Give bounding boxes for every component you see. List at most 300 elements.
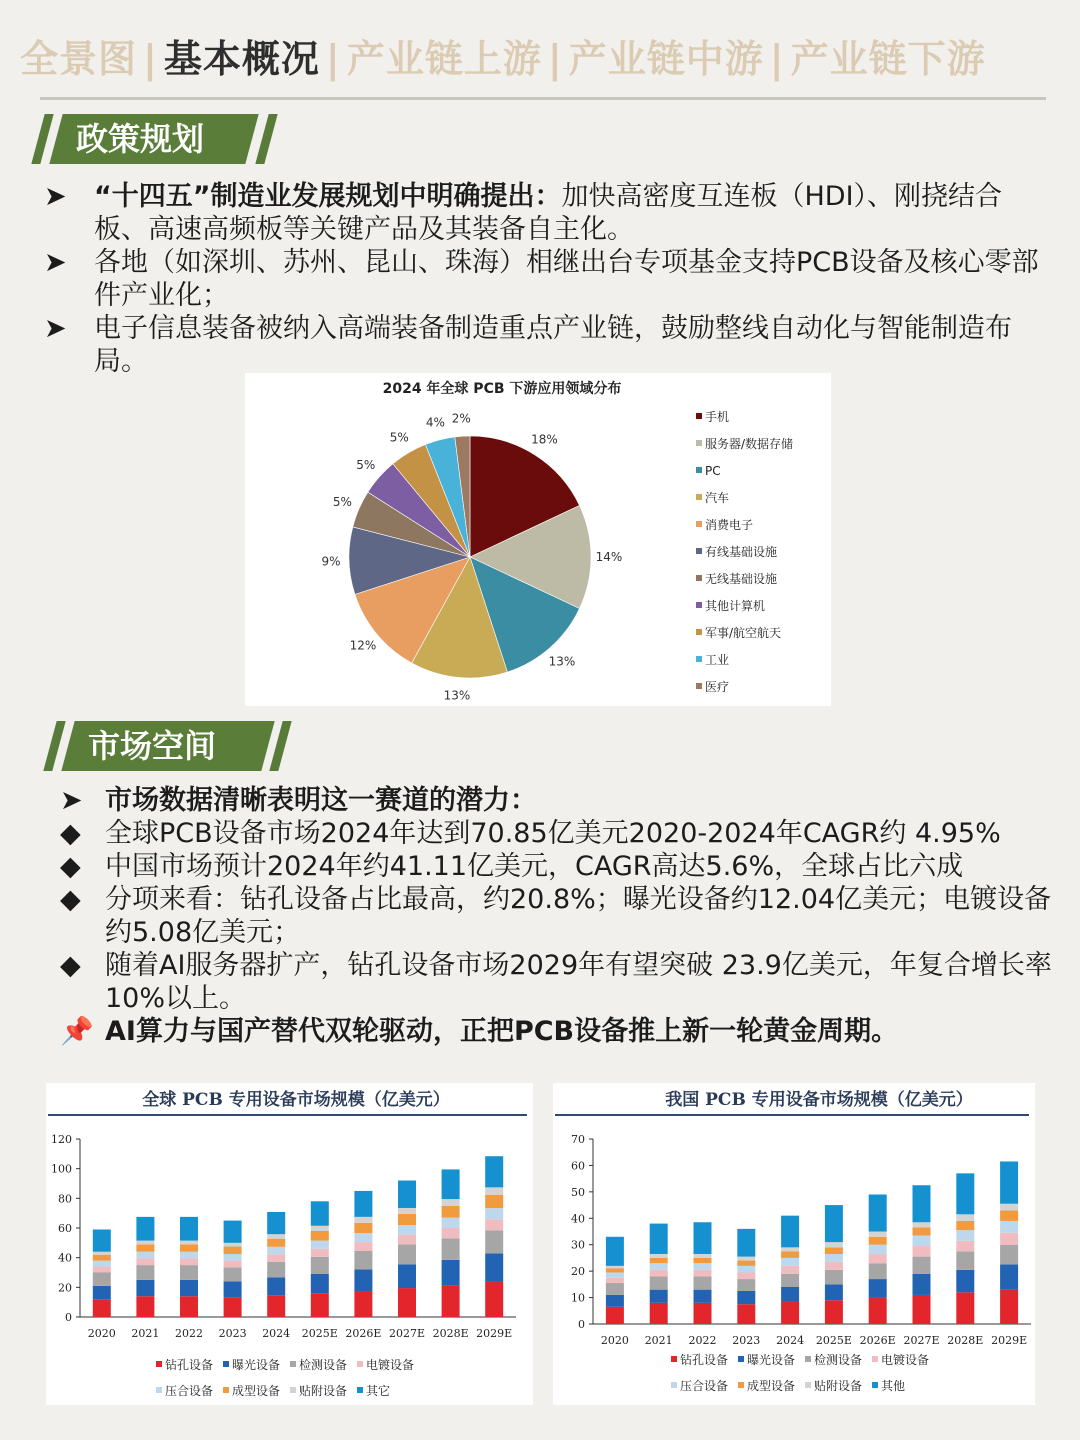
bar-legend-swatch xyxy=(357,1361,363,1367)
y-tick-label: 40 xyxy=(571,1212,585,1226)
bar-segment xyxy=(267,1247,285,1254)
bar-legend-swatch xyxy=(872,1356,878,1362)
pushpin-icon: 📌 xyxy=(60,1016,94,1047)
bar-segment xyxy=(93,1267,111,1273)
pie-legend-label: 服务器/数据存储 xyxy=(705,437,794,451)
bar-segment xyxy=(694,1222,712,1254)
bar-segment xyxy=(311,1293,329,1317)
x-tick-label: 2023 xyxy=(732,1334,761,1347)
nav-divider xyxy=(40,97,1046,100)
y-tick-label: 20 xyxy=(58,1281,72,1295)
bar-segment xyxy=(956,1173,974,1214)
bar-segment xyxy=(781,1247,799,1251)
bar-segment xyxy=(606,1272,624,1277)
market-lead xyxy=(60,784,1065,817)
bar-legend-label: 曝光设备 xyxy=(232,1358,281,1372)
bar-segment xyxy=(354,1291,372,1317)
bar-legend-swatch xyxy=(223,1361,229,1367)
pie-data-label: 5% xyxy=(389,430,409,445)
bar-segment xyxy=(737,1261,755,1266)
bar-segment xyxy=(781,1287,799,1302)
bar-segment xyxy=(737,1266,755,1273)
x-tick-label: 2028E xyxy=(947,1334,984,1347)
bar-legend-swatch xyxy=(290,1361,296,1367)
bar-segment xyxy=(913,1246,931,1257)
bar-segment xyxy=(869,1279,887,1298)
bar-segment xyxy=(442,1260,460,1285)
market-bullets xyxy=(60,784,1065,1048)
bar-segment xyxy=(869,1195,887,1232)
bar-segment xyxy=(737,1272,755,1279)
y-tick-label: 100 xyxy=(51,1162,72,1176)
bar-segment xyxy=(398,1181,416,1208)
pie-data-label: 14% xyxy=(595,550,623,564)
arrow-bullet-icon: ➤ xyxy=(44,313,67,344)
diamond-bullet-icon: ◆ xyxy=(60,950,81,981)
y-tick-label: 30 xyxy=(571,1238,585,1252)
bar-segment xyxy=(398,1244,416,1264)
pie-legend-label: 医疗 xyxy=(705,680,730,694)
market-lead-text: 市场数据清晰表明这一赛道的潜力： xyxy=(105,785,537,816)
market-bullet xyxy=(60,817,1065,850)
bar-segment xyxy=(224,1281,242,1297)
bar-segment xyxy=(913,1222,931,1227)
arrow-bullet-icon: ➤ xyxy=(44,181,67,212)
bar-segment xyxy=(737,1304,755,1324)
pie-legend-label: 其他计算机 xyxy=(705,599,766,613)
bar-segment xyxy=(311,1231,329,1241)
bar-segment xyxy=(869,1263,887,1279)
bar-legend-label: 钻孔设备 xyxy=(165,1358,214,1372)
bar-segment xyxy=(1000,1221,1018,1233)
bar-segment xyxy=(913,1228,931,1236)
pie-legend-swatch xyxy=(696,548,702,554)
bar-legend-swatch xyxy=(805,1382,811,1388)
bar-segment xyxy=(825,1284,843,1300)
x-tick-label: 2027E xyxy=(388,1327,426,1340)
bar-segment xyxy=(606,1278,624,1283)
bar-legend-label: 曝光设备 xyxy=(747,1353,796,1367)
heading-stripe xyxy=(255,114,277,164)
nav-tab-midstream[interactable]: 产业链中游 xyxy=(568,37,764,81)
bar-segment xyxy=(825,1254,843,1262)
bar-segment xyxy=(737,1257,755,1261)
y-tick-label: 80 xyxy=(58,1192,72,1206)
bar-segment xyxy=(650,1290,668,1303)
bar-segment xyxy=(650,1224,668,1254)
bar-legend-label: 其它 xyxy=(366,1384,391,1398)
pie-data-label: 2% xyxy=(451,411,471,426)
bar-segment xyxy=(913,1235,931,1246)
bar-segment xyxy=(180,1241,198,1245)
bar-segment xyxy=(354,1242,372,1251)
nav-tab-basics[interactable]: 基本概况 xyxy=(163,37,320,81)
bar-segment xyxy=(398,1225,416,1235)
bar-segment xyxy=(606,1237,624,1266)
bar-segment xyxy=(825,1242,843,1247)
pie-data-label: 12% xyxy=(349,638,377,653)
market-highlight-text: AI算力与国产替代双轮驱动，正把PCB设备推上新一轮黄金周期。 xyxy=(105,1016,899,1047)
y-tick-label: 60 xyxy=(571,1159,585,1173)
bar-legend-swatch xyxy=(738,1382,744,1388)
bar-segment xyxy=(1000,1245,1018,1265)
pie-chart-title: 2024 年全球 PCB 下游应用领域分布 xyxy=(382,381,622,397)
bar-legend-label: 检测设备 xyxy=(814,1353,863,1367)
bar-segment xyxy=(267,1239,285,1247)
bar-segment xyxy=(606,1269,624,1273)
bar-segment xyxy=(781,1266,799,1274)
market-bullet xyxy=(60,883,1065,949)
pie-legend-swatch xyxy=(696,629,702,635)
y-tick-label: 60 xyxy=(58,1222,72,1235)
bar-segment xyxy=(781,1251,799,1258)
bar-segment xyxy=(442,1228,460,1238)
bar-segment xyxy=(956,1214,974,1221)
pie-legend-label: 军事/航空航天 xyxy=(705,626,782,640)
bar-segment xyxy=(442,1238,460,1260)
bar-segment xyxy=(311,1274,329,1293)
bar-segment xyxy=(913,1274,931,1295)
bar-segment xyxy=(781,1274,799,1287)
nav-separator: | xyxy=(547,37,563,81)
market-title: 市场空间 xyxy=(88,727,217,765)
pie-data-label: 13% xyxy=(548,654,576,669)
pie-legend-swatch xyxy=(696,683,702,689)
bar-segment xyxy=(136,1296,154,1317)
bar-legend-label: 贴附设备 xyxy=(299,1384,348,1398)
bar-segment xyxy=(694,1263,712,1270)
bar-legend-label: 其他 xyxy=(881,1379,906,1393)
pie-legend-swatch xyxy=(696,602,702,608)
bar-segment xyxy=(93,1273,111,1286)
policy-bullet-bold: “十四五”制造业发展规划中明确提出： xyxy=(94,181,562,212)
global-bar-chart xyxy=(46,1083,533,1405)
bar-segment xyxy=(93,1299,111,1317)
bar-legend-swatch xyxy=(671,1382,677,1388)
bar-segment xyxy=(442,1169,460,1199)
nav-separator: | xyxy=(325,37,341,81)
bar-segment xyxy=(267,1254,285,1262)
bar-segment xyxy=(354,1251,372,1270)
market-bullet xyxy=(60,949,1065,1015)
bar-segment xyxy=(136,1241,154,1245)
pie-legend-swatch xyxy=(696,521,702,527)
top-nav xyxy=(20,28,1060,83)
bar-segment xyxy=(311,1241,329,1249)
x-tick-label: 2021 xyxy=(644,1334,673,1347)
pie-legend-swatch xyxy=(696,575,702,581)
pie-legend-label: 无线基础设施 xyxy=(705,572,778,586)
heading-box xyxy=(49,114,258,164)
bar-legend-swatch xyxy=(357,1387,363,1393)
bar-segment xyxy=(694,1276,712,1289)
pie-legend-label: 有线基础设施 xyxy=(705,545,778,559)
x-tick-label: 2028E xyxy=(432,1327,469,1340)
market-bullet xyxy=(60,850,1065,883)
bar-legend-label: 成型设备 xyxy=(232,1384,281,1398)
heading-box xyxy=(61,721,274,771)
bar-legend-swatch xyxy=(738,1356,744,1362)
bar-segment xyxy=(93,1229,111,1251)
bar-segment xyxy=(267,1212,285,1234)
policy-bullet-text: 加快高密度互连板（HDI）、刚挠结合板、高速高频板等关键产品及其装备自主化。 xyxy=(94,181,1003,245)
pie-legend-swatch xyxy=(696,656,702,662)
bar-segment xyxy=(354,1223,372,1233)
bar-legend-swatch xyxy=(290,1387,296,1393)
bar-segment xyxy=(311,1201,329,1225)
bar-segment xyxy=(93,1286,111,1299)
pie-legend-swatch xyxy=(696,440,702,446)
diamond-bullet-icon: ◆ xyxy=(60,851,81,882)
bar-segment xyxy=(224,1261,242,1268)
bar-segment xyxy=(136,1244,154,1251)
policy-title: 政策规划 xyxy=(76,120,205,158)
y-tick-label: 0 xyxy=(578,1318,585,1331)
bar-segment xyxy=(180,1252,198,1259)
market-section-heading xyxy=(50,721,276,771)
pie-chart-panel xyxy=(245,373,831,706)
bar-segment xyxy=(485,1253,503,1281)
bar-segment xyxy=(737,1229,755,1257)
diamond-bullet-icon: ◆ xyxy=(60,884,81,915)
pie-legend-swatch xyxy=(696,467,702,473)
bar-segment xyxy=(1000,1265,1018,1290)
bar-segment xyxy=(136,1280,154,1296)
pie-legend-swatch xyxy=(696,494,702,500)
bar-segment xyxy=(224,1247,242,1254)
bar-segment xyxy=(136,1217,154,1241)
bar-segment xyxy=(311,1257,329,1274)
nav-separator: | xyxy=(143,37,158,81)
y-tick-label: 40 xyxy=(58,1251,72,1265)
x-tick-label: 2029E xyxy=(476,1327,513,1340)
bar-segment xyxy=(485,1156,503,1187)
pie-data-label: 5% xyxy=(332,494,352,509)
bar-segment xyxy=(781,1258,799,1266)
bar-segment xyxy=(267,1234,285,1238)
nav-tab-downstream[interactable]: 产业链下游 xyxy=(790,37,986,81)
bar-segment xyxy=(267,1262,285,1278)
bar-legend-label: 电镀设备 xyxy=(366,1358,415,1372)
bar-legend-label: 成型设备 xyxy=(747,1379,796,1393)
x-tick-label: 2024 xyxy=(262,1327,291,1340)
bar-segment xyxy=(485,1187,503,1194)
policy-bullet-text: 电子信息装备被纳入高端装备制造重点产业链，鼓励整线自动化与智能制造布局。 xyxy=(94,313,1012,377)
y-tick-label: 50 xyxy=(571,1185,585,1199)
bar-chart-title: 我国 PCB 专用设备市场规模（亿美元） xyxy=(665,1090,973,1110)
bar-segment xyxy=(354,1191,372,1217)
bar-segment xyxy=(650,1254,668,1258)
market-bullet-text: 中国市场预计2024年约41.11亿美元，CAGR高达5.6%，全球占比六成 xyxy=(105,851,964,882)
market-bullet-text: 全球PCB设备市场2024年达到70.85亿美元2020-2024年CAGR约 4.95% xyxy=(105,818,1001,849)
pie-legend-label: PC xyxy=(705,464,721,478)
bar-segment xyxy=(956,1221,974,1230)
bar-segment xyxy=(781,1302,799,1324)
bar-segment xyxy=(737,1291,755,1304)
pie-data-label: 18% xyxy=(531,432,558,447)
bar-segment xyxy=(956,1241,974,1252)
x-tick-label: 2021 xyxy=(131,1327,160,1340)
bar-segment xyxy=(224,1298,242,1317)
x-tick-label: 2027E xyxy=(903,1334,940,1347)
bar-segment xyxy=(442,1218,460,1228)
market-highlight xyxy=(60,1015,1065,1048)
bar-segment xyxy=(913,1295,931,1324)
bar-legend-label: 检测设备 xyxy=(299,1358,348,1372)
bar-segment xyxy=(180,1244,198,1251)
bar-segment xyxy=(650,1303,668,1324)
bar-segment xyxy=(825,1300,843,1324)
china-bar-chart-panel xyxy=(553,1083,1035,1405)
bar-segment xyxy=(442,1285,460,1317)
bar-segment xyxy=(650,1263,668,1270)
y-tick-label: 120 xyxy=(51,1133,72,1146)
bar-segment xyxy=(485,1282,503,1317)
pie-data-label: 9% xyxy=(321,554,341,569)
pie-chart xyxy=(245,373,831,706)
bar-segment xyxy=(354,1233,372,1242)
bar-segment xyxy=(442,1199,460,1206)
bar-legend-swatch xyxy=(223,1387,229,1393)
bar-segment xyxy=(956,1270,974,1292)
bar-legend-swatch xyxy=(156,1361,162,1367)
bar-segment xyxy=(869,1232,887,1237)
bar-legend-swatch xyxy=(156,1387,162,1393)
pie-data-label: 4% xyxy=(425,415,445,430)
bar-segment xyxy=(354,1217,372,1223)
policy-bullet xyxy=(44,312,1054,378)
bar-segment xyxy=(93,1252,111,1255)
x-tick-label: 2026E xyxy=(859,1334,896,1347)
bar-segment xyxy=(398,1214,416,1225)
bar-segment xyxy=(606,1266,624,1269)
bar-segment xyxy=(694,1303,712,1324)
bar-chart-title: 全球 PCB 专用设备市场规模（亿美元） xyxy=(142,1090,450,1110)
nav-tab-overview[interactable]: 全景图 xyxy=(20,37,138,81)
bar-segment xyxy=(913,1185,931,1222)
bar-segment xyxy=(650,1270,668,1277)
bar-segment xyxy=(1000,1290,1018,1324)
y-tick-label: 0 xyxy=(65,1311,72,1324)
bar-legend-label: 钻孔设备 xyxy=(680,1353,729,1367)
x-tick-label: 2024 xyxy=(776,1334,805,1347)
bar-segment xyxy=(825,1247,843,1254)
bar-segment xyxy=(354,1270,372,1292)
y-tick-label: 10 xyxy=(571,1291,585,1305)
x-tick-label: 2025E xyxy=(815,1334,852,1347)
bar-segment xyxy=(737,1279,755,1291)
policy-bullet-text: 各地（如深圳、苏州、昆山、珠海）相继出台专项基金支持PCB设备及核心零部件产业化； xyxy=(94,247,1039,311)
nav-separator: | xyxy=(769,37,785,81)
bar-segment xyxy=(311,1249,329,1257)
y-tick-label: 70 xyxy=(571,1133,585,1146)
x-tick-label: 2029E xyxy=(991,1334,1028,1347)
bar-segment xyxy=(180,1296,198,1317)
china-bar-chart xyxy=(553,1083,1035,1405)
bar-segment xyxy=(781,1216,799,1248)
bar-legend-swatch xyxy=(805,1356,811,1362)
bar-segment xyxy=(267,1295,285,1317)
bar-segment xyxy=(869,1245,887,1254)
bar-segment xyxy=(956,1230,974,1241)
market-bullet-text: 分项来看：钻孔设备占比最高，约20.8%；曝光设备约12.04亿美元；电镀设备约5.08亿美元； xyxy=(105,884,1052,948)
bar-segment xyxy=(606,1283,624,1295)
bar-segment xyxy=(825,1262,843,1270)
bar-segment xyxy=(1000,1161,1018,1203)
bar-segment xyxy=(650,1258,668,1263)
bar-segment xyxy=(485,1230,503,1253)
pie-legend-swatch xyxy=(696,413,702,419)
bar-segment xyxy=(606,1295,624,1307)
bar-segment xyxy=(956,1251,974,1270)
bar-legend-label: 压合设备 xyxy=(165,1384,214,1398)
bar-segment xyxy=(869,1298,887,1324)
pie-legend-label: 手机 xyxy=(705,410,730,424)
bar-segment xyxy=(956,1292,974,1324)
diamond-bullet-icon: ◆ xyxy=(60,818,81,849)
x-tick-label: 2023 xyxy=(218,1327,247,1340)
y-tick-label: 20 xyxy=(571,1265,585,1279)
bar-segment xyxy=(398,1208,416,1214)
bar-segment xyxy=(913,1257,931,1274)
bar-segment xyxy=(694,1290,712,1303)
bar-legend-label: 贴附设备 xyxy=(814,1379,863,1393)
bar-segment xyxy=(136,1258,154,1265)
bar-segment xyxy=(825,1270,843,1285)
bar-segment xyxy=(485,1219,503,1230)
bar-segment xyxy=(398,1264,416,1288)
x-tick-label: 2026E xyxy=(345,1327,382,1340)
bar-segment xyxy=(136,1252,154,1259)
bar-segment xyxy=(1000,1210,1018,1221)
arrow-bullet-icon: ➤ xyxy=(44,247,67,278)
bar-segment xyxy=(869,1254,887,1263)
bar-segment xyxy=(311,1226,329,1231)
policy-bullet xyxy=(44,246,1054,312)
bar-segment xyxy=(224,1267,242,1281)
pie-data-label: 13% xyxy=(443,688,471,703)
bar-segment xyxy=(180,1217,198,1241)
bar-legend-swatch xyxy=(671,1356,677,1362)
bar-segment xyxy=(694,1270,712,1277)
bar-segment xyxy=(93,1261,111,1267)
bar-segment xyxy=(136,1265,154,1280)
bar-segment xyxy=(825,1205,843,1242)
bar-segment xyxy=(694,1254,712,1258)
x-tick-label: 2020 xyxy=(87,1327,116,1340)
bar-legend-label: 压合设备 xyxy=(680,1379,729,1393)
x-tick-label: 2022 xyxy=(688,1334,717,1347)
bar-segment xyxy=(224,1254,242,1261)
pie-legend-label: 消费电子 xyxy=(705,518,754,532)
bar-segment xyxy=(180,1280,198,1296)
x-tick-label: 2025E xyxy=(301,1327,338,1340)
x-tick-label: 2020 xyxy=(600,1334,629,1347)
policy-section-heading xyxy=(38,114,258,164)
policy-bullets xyxy=(44,180,1054,378)
bar-segment xyxy=(1000,1233,1018,1245)
pie-data-label: 5% xyxy=(356,458,376,473)
bar-segment xyxy=(267,1277,285,1295)
bar-segment xyxy=(869,1237,887,1245)
bar-segment xyxy=(398,1288,416,1317)
nav-tab-upstream[interactable]: 产业链上游 xyxy=(346,37,542,81)
bar-segment xyxy=(606,1307,624,1324)
bar-legend-swatch xyxy=(872,1382,878,1388)
bar-segment xyxy=(1000,1204,1018,1211)
bar-segment xyxy=(650,1276,668,1289)
bar-segment xyxy=(485,1195,503,1208)
